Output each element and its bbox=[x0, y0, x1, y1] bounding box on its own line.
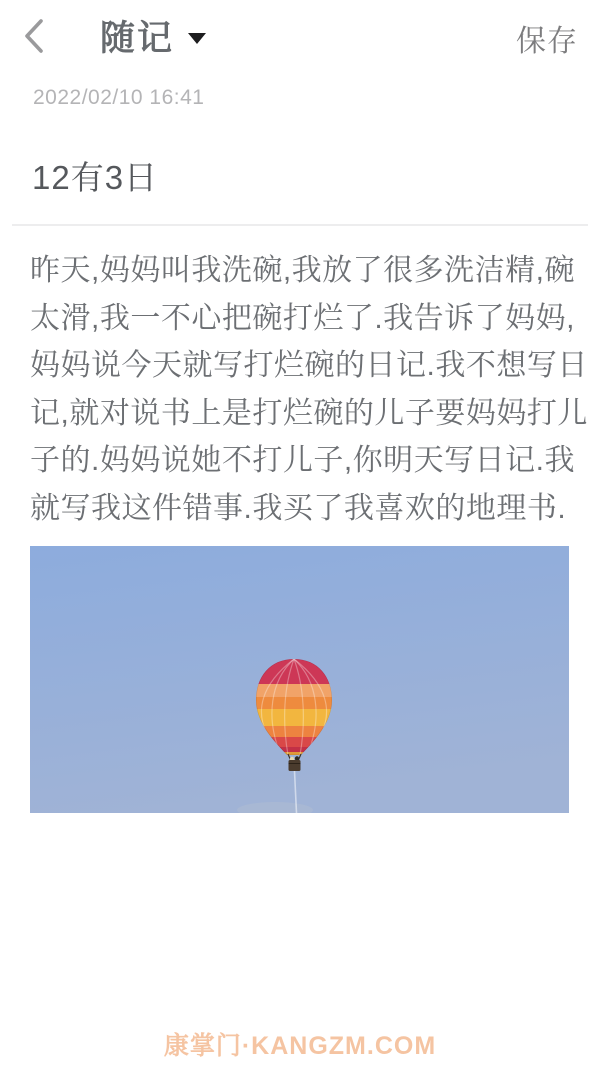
back-button[interactable] bbox=[22, 14, 54, 58]
chevron-left-icon bbox=[22, 18, 46, 54]
watermark: 康掌门·KANGZM.COM bbox=[163, 1032, 437, 1060]
note-photo[interactable] bbox=[30, 546, 569, 813]
title-divider bbox=[12, 224, 588, 226]
caret-down-icon bbox=[188, 33, 206, 44]
note-title-field[interactable]: 12有3日 bbox=[32, 159, 159, 196]
hot-air-balloon-photo bbox=[30, 546, 569, 813]
body-line: 太滑,我一不心把碗打烂了.我告诉了妈妈, bbox=[30, 301, 576, 335]
body-line: 昨天,妈妈叫我洗碗,我放了很多洗洁精,碗 bbox=[30, 254, 576, 287]
save-button[interactable]: 保存 bbox=[516, 16, 578, 60]
note-body[interactable] bbox=[30, 247, 588, 532]
body-line: 妈妈说今天就写打烂碗的日记.我不想写日 bbox=[30, 349, 588, 382]
header bbox=[0, 0, 600, 72]
body-line: 记,就对说书上是打烂碗的儿子要妈妈打儿 bbox=[30, 396, 588, 430]
body-line: 子的.妈妈说她不打儿子,你明天写日记.我 bbox=[30, 444, 576, 477]
category-selector[interactable] bbox=[100, 12, 206, 60]
body-line: 就写我这件错事.我买了我喜欢的地理书. bbox=[30, 491, 567, 525]
page-title: 随记 bbox=[100, 19, 175, 58]
note-timestamp: 2022/02/10 16:41 bbox=[33, 86, 205, 109]
